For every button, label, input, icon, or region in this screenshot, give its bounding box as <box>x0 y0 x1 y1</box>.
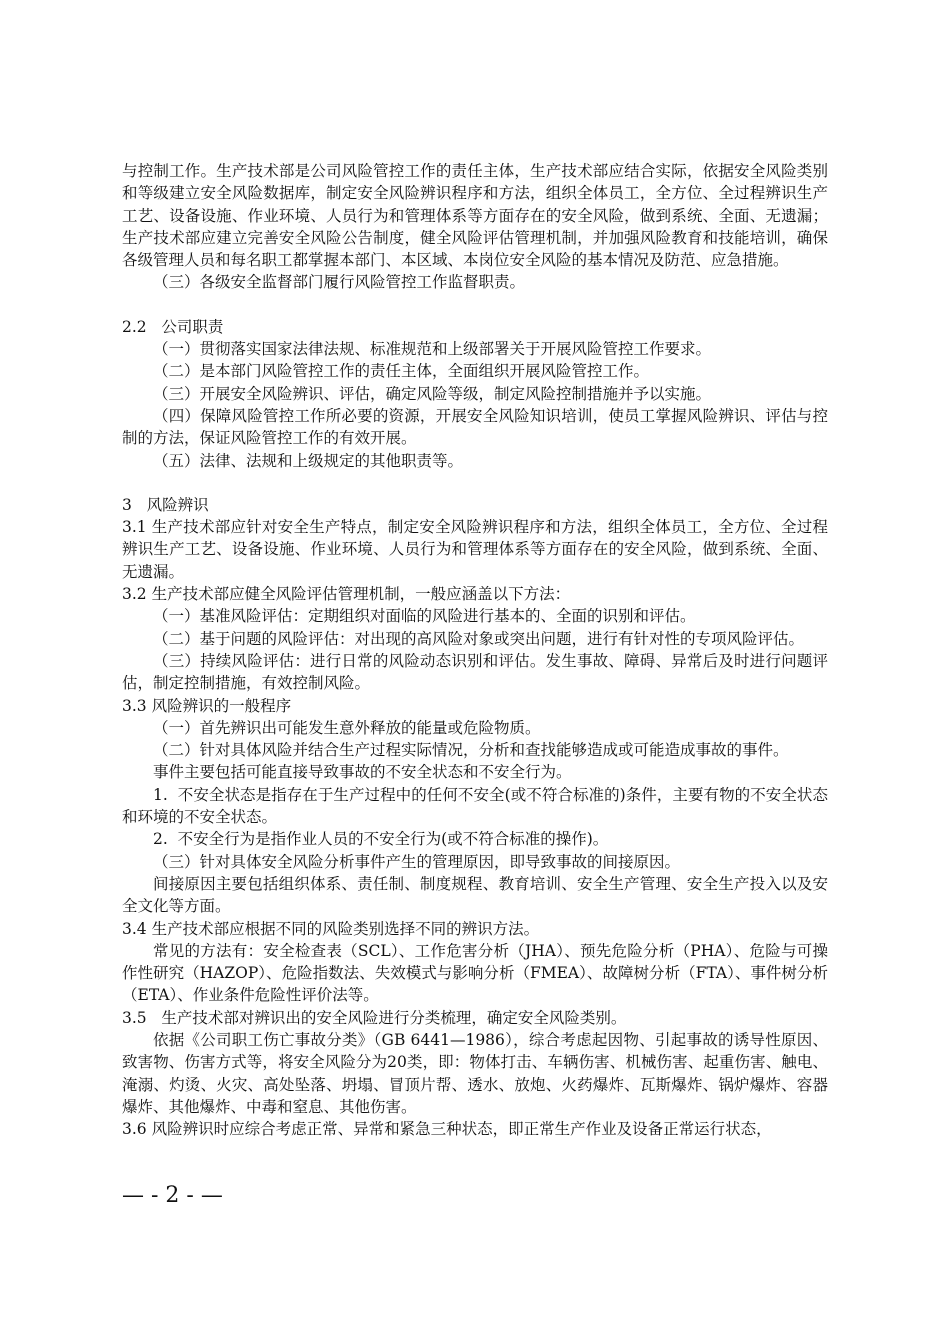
paragraph-gap <box>122 294 828 316</box>
paragraph: （五）法律、法规和上级规定的其他职责等。 <box>153 451 464 470</box>
paragraph: 3 风险辨识 <box>122 495 209 514</box>
paragraph: （三）持续风险评估：进行日常的风险动态识别和评估。发生事故、障碍、异常后及时进行问题评估，制定控制措施，有效控制风险。 <box>122 651 828 693</box>
paragraph: 3.2 生产技术部应健全风险评估管理机制，一般应涵盖以下方法： <box>122 585 571 604</box>
paragraph-gap <box>122 472 828 494</box>
paragraph: （一）贯彻落实国家法律法规、标准规范和上级部署关于开展风险管控工作要求。 <box>153 340 712 359</box>
paragraph: 3.1 生产技术部应针对安全生产特点，制定安全风险辨识程序和方法，组织全体员工，全方位、全过程辨识生产工艺、设备设施、作业环境、人员行为和管理体系等方面存在的安全风险，做到系统、全面、无遗漏。 <box>122 518 828 581</box>
paragraph: 2. 不安全行为是指作业人员的不安全行为(或不符合标准的操作)。 <box>153 830 609 849</box>
paragraph: （三）开展安全风险辨识、评估，确定风险等级，制定风险控制措施并予以实施。 <box>153 384 712 403</box>
paragraph: 常见的方法有：安全检查表（SCL）、工作危害分析（JHA）、预先危险分析（PHA）、危险与可操作性研究（HAZOP）、危险指数法、失效模式与影响分析（FMEA）、故障树分析（FTA）、事件树分析（ETA）、作业条件危险性评价法等。 <box>122 941 828 1005</box>
paragraph: 3.4 生产技术部应根据不同的风险类别选择不同的辨识方法。 <box>122 919 540 938</box>
document-body <box>122 160 828 1140</box>
paragraph: （四）保障风险管控工作所必要的资源，开展安全风险知识培训，使员工掌握风险辨识、评估与控制的方法，保证风险管控工作的有效开展。 <box>122 406 828 448</box>
paragraph: 间接原因主要包括组织体系、责任制、制度规程、教育培训、安全生产管理、安全生产投入以及安全文化等方面。 <box>122 874 828 916</box>
paragraph: 3.6 风险辨识时应综合考虑正常、异常和紧急三种状态，即正常生产作业及设备正常运行状态， <box>122 1120 772 1139</box>
paragraph: （三）各级安全监督部门履行风险管控工作监督职责。 <box>153 273 526 292</box>
paragraph: 3.5 生产技术部对辨识出的安全风险进行分类梳理，确定安全风险类别。 <box>122 1008 627 1027</box>
paragraph: （一）基准风险评估：定期组织对面临的风险进行基本的、全面的识别和评估。 <box>153 607 696 626</box>
paragraph: 1. 不安全状态是指存在于生产过程中的任何不安全(或不符合标准的)条件，主要有物的不安全状态和环境的不安全状态。 <box>122 785 828 827</box>
paragraph: 2.2 公司职责 <box>122 317 224 336</box>
paragraph: 与控制工作。生产技术部是公司风险管控工作的责任主体，生产技术部应结合实际，依据安全风险类别和等级建立安全风险数据库，制定安全风险辨识程序和方法，组织全体员工，全方位、全过程辨识生产工艺、设备设施、作业环境、人员行为和管理体系等方面存在的安全风险，做到系统、全面、无遗漏；生产技术部应建立完善安全风险公告制度，健全风险评估管理机制，并加强风险教育和技能培训，确保各级管理人员和每名职工都掌握本部门、本区域、本岗位安全风险的基本情况及防范、应急措施。 <box>122 162 828 270</box>
paragraph: 3.3 风险辨识的一般程序 <box>122 696 292 715</box>
paragraph: 事件主要包括可能直接导致事故的不安全状态和不安全行为。 <box>153 763 572 782</box>
paragraph: （二）基于问题的风险评估：对出现的高风险对象或突出问题，进行有针对性的专项风险评估。 <box>153 629 805 648</box>
paragraph: （一）首先辨识出可能发生意外释放的能量或危险物质。 <box>153 718 541 737</box>
paragraph: （三）针对具体安全风险分析事件产生的管理原因，即导致事故的间接原因。 <box>153 852 681 871</box>
page-number: — - 2 - — <box>122 1183 223 1208</box>
paragraph: 依据《公司职工伤亡事故分类》（GB 6441—1986），综合考虑起因物、引起事故的诱导性原因、致害物、伤害方式等，将安全风险分为20类，即：物体打击、车辆伤害、机械伤害、起重伤害、触电、淹溺、灼烫、火灾、高处坠落、坍塌、冒顶片帮、透水、放炮、火药爆炸、瓦斯爆炸、锅炉爆炸、容器爆炸、其他爆炸、中毒和窒息、其他伤害。 <box>122 1030 828 1116</box>
paragraph: （二）针对具体风险并结合生产过程实际情况，分析和查找能够造成或可能造成事故的事件。 <box>153 741 789 760</box>
paragraph: （二）是本部门风险管控工作的责任主体，全面组织开展风险管控工作。 <box>153 362 650 381</box>
